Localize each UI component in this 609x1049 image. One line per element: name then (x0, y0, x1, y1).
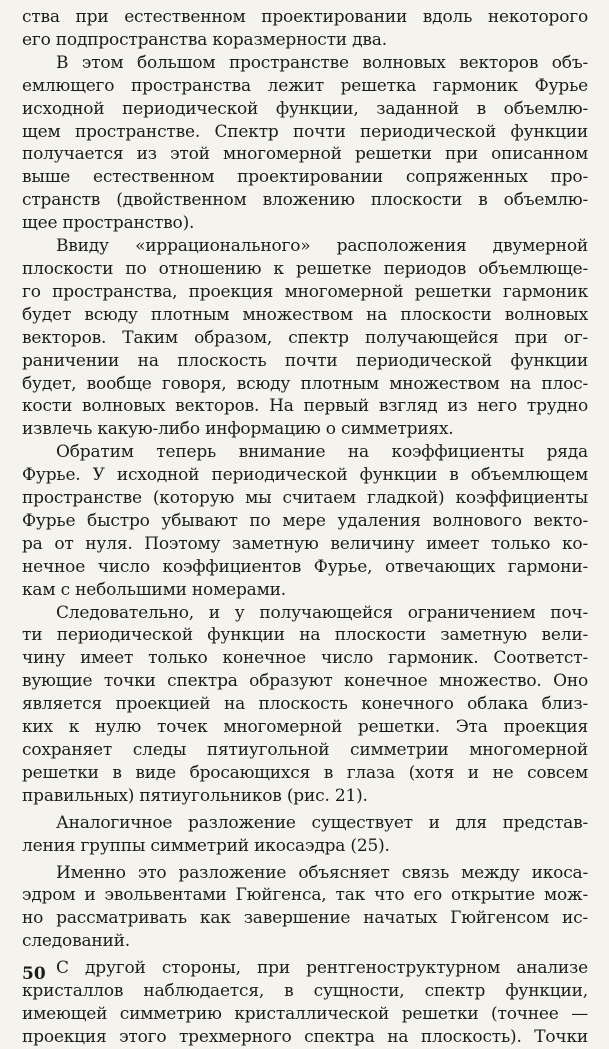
text-line: Фурье. У исходной периодической функции в объемлющем (22, 465, 588, 486)
text-line: В этом большом пространстве волновых векторов объ- (56, 52, 588, 73)
paragraph (22, 441, 588, 601)
paragraph (22, 957, 588, 1049)
page-number: 50 (22, 964, 46, 984)
text-line: проекция этого трехмерного спектра на плоскость). Точки (22, 1026, 588, 1047)
text-line: правильных) пятиугольников (рис. 21). (22, 785, 368, 806)
text-line: его подпространства коразмерности два. (22, 29, 387, 50)
text-line: го пространства, проекция многомерной решетки гармоник (22, 281, 588, 302)
text-line: является проекцией на плоскость конечного облака близ- (22, 694, 588, 715)
text-line: С другой стороны, при рентгеноструктурном анализе (56, 958, 588, 979)
text-line: раничении на плоскость почти периодической функции (22, 350, 588, 371)
text-line: решетки в виде бросающихся в глаза (хотя и не совсем (22, 762, 588, 783)
text-line: Именно это разложение объясняет связь между икоса- (56, 862, 588, 883)
paragraph (22, 602, 588, 808)
text-line: исходной периодической функции, заданной в объемлю- (22, 98, 588, 119)
text-line: ти периодической функции на плоскости заметную вели- (22, 625, 588, 646)
text-line: извлечь какую-либо информацию о симметриях. (22, 419, 454, 440)
text-line: ких к нулю точек многомерной решетки. Эта проекция (22, 717, 588, 738)
text-line: ра от нуля. Поэтому заметную величину имеет только ко- (22, 533, 588, 554)
text-line: Аналогичное разложение существует и для представ- (56, 812, 588, 833)
paragraph (22, 52, 588, 235)
text-line: кости волновых векторов. На первый взгляд из него трудно (22, 396, 588, 417)
text-line: но рассматривать как завершение начатых Гюйгенсом ис- (22, 908, 588, 929)
paragraph (22, 812, 588, 858)
text-line: щее пространство). (22, 213, 195, 234)
text-line: будет, вообще говоря, всюду плотным множеством на плос- (22, 373, 588, 394)
text-line: ства при естественном проектировании вдоль некоторого (22, 7, 588, 27)
page-body-text (22, 6, 588, 1049)
text-line: плоскости по отношению к решетке периодов объемлюще- (22, 258, 588, 279)
paragraph (22, 862, 588, 954)
paragraph (22, 235, 588, 441)
text-line: Ввиду «иррационального» расположения двумерной (56, 236, 588, 257)
text-line: емлющего пространства лежит решетка гармоник Фурье (22, 75, 588, 96)
text-line: Обратим теперь внимание на коэффициенты ряда (56, 442, 588, 463)
text-line: ления группы симметрий икосаэдра (25). (22, 835, 390, 856)
text-line: векторов. Таким образом, спектр получающейся при ог- (22, 327, 588, 348)
text-line: нечное число коэффициентов Фурье, отвечающих гармони- (22, 556, 588, 577)
text-line: получается из этой многомерной решетки при описанном (22, 144, 588, 165)
text-line: сохраняет следы пятиугольной симметрии многомерной (22, 740, 588, 760)
text-line: выше естественном проектировании сопряженных про- (22, 167, 588, 188)
text-line: эдром и эвольвентами Гюйгенса, так что его открытие мож- (22, 885, 588, 906)
text-line: Фурье быстро убывают по мере удаления волнового векто- (22, 510, 588, 531)
text-line: пространстве (которую мы считаем гладкой) коэффициенты (22, 488, 588, 509)
text-line: чину имеет только конечное число гармоник. Соответст- (22, 648, 588, 669)
text-line: следований. (22, 931, 130, 952)
text-line: вующие точки спектра образуют конечное множество. Оно (22, 671, 588, 692)
paragraph (22, 6, 588, 52)
text-line: имеющей симметрию кристаллической решетки (точнее — (22, 1003, 588, 1024)
text-line: будет всюду плотным множеством на плоскости волновых (22, 304, 588, 325)
text-line: кристаллов наблюдается, в сущности, спектр функции, (22, 981, 588, 1002)
text-line: Следовательно, и у получающейся ограничением поч- (56, 602, 588, 623)
text-line: щем пространстве. Спектр почти периодической функции (22, 121, 588, 142)
text-line: кам с небольшими номерами. (22, 579, 286, 600)
text-line: странств (двойственном вложению плоскости в объемлю- (22, 190, 588, 211)
